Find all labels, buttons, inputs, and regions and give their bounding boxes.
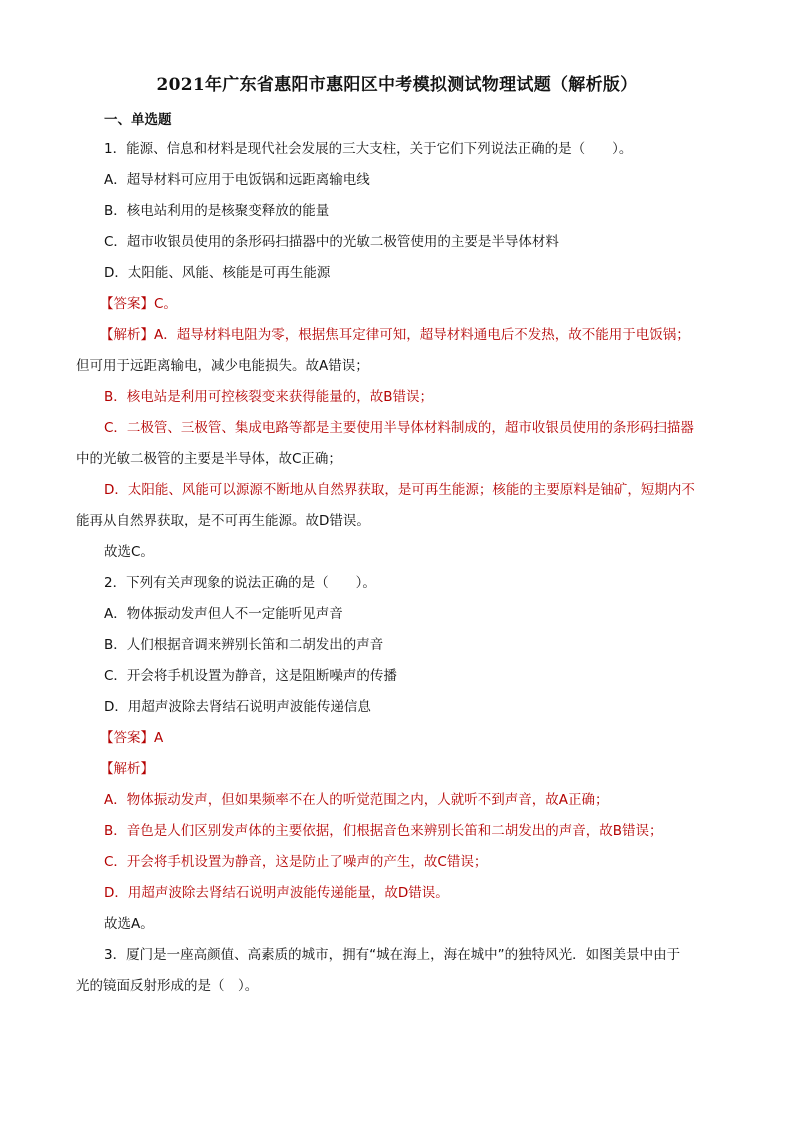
q1-analysis-d-line2: 能再从自然界获取，是不可再生能源。故D错误。: [76, 513, 370, 529]
q1-option-c: C．超市收银员使用的条形码扫描器中的光敏二极管使用的主要是半导体材料: [104, 234, 559, 250]
q2-analysis-c: C．开会将手机设置为静音，这是防止了噪声的产生，故C错误；: [104, 854, 488, 870]
q3-stem-line1: 3．厦门是一座高颜值、高素质的城市，拥有“城在海上，海在城中”的独特风光．如图美景中由于: [104, 947, 681, 963]
q2-analysis-heading: 【解析】: [100, 761, 154, 777]
q1-option-b: B．核电站利用的是核聚变释放的能量: [104, 203, 330, 219]
q2-option-c: C．开会将手机设置为静音，这是阻断噪声的传播: [104, 668, 397, 684]
q1-answer: 【答案】C。: [100, 296, 177, 312]
q2-answer: 【答案】A: [100, 730, 164, 746]
section-heading: 一、单选题: [104, 112, 172, 128]
q1-analysis-c-line1: C．二极管、三极管、集成电路等都是主要使用半导体材料制成的，超市收银员使用的条形码扫描器: [104, 420, 694, 436]
q1-option-a: A．超导材料可应用于电饭锅和远距离输电线: [104, 172, 370, 188]
q2-option-d: D．用超声波除去肾结石说明声波能传递信息: [104, 699, 371, 715]
q2-choose: 故选A。: [104, 916, 154, 932]
q3-stem-line2: 光的镜面反射形成的是（ ）。: [76, 978, 259, 994]
q1-analysis-a-line1: 【解析】A．超导材料电阻为零，根据焦耳定律可知，超导材料通电后不发热，故不能用于电饭锅；: [100, 327, 690, 343]
q1-analysis-d-line1: D．太阳能、风能可以源源不断地从自然界获取，是可再生能源；核能的主要原料是铀矿，短期内不: [104, 482, 695, 498]
q1-analysis-b: B．核电站是利用可控核裂变来获得能量的，故B错误；: [104, 389, 434, 405]
q2-analysis-b: B．音色是人们区别发声体的主要依据，们根据音色来辨别长笛和二胡发出的声音，故B错误；: [104, 823, 663, 839]
q2-stem: 2．下列有关声现象的说法正确的是（ ）。: [104, 575, 376, 591]
q1-option-d: D．太阳能、风能、核能是可再生能源: [104, 265, 331, 281]
q1-choose: 故选C。: [104, 544, 154, 560]
q2-option-a: A．物体振动发声但人不一定能听见声音: [104, 606, 343, 622]
q1-stem: 1．能源、信息和材料是现代社会发展的三大支柱，关于它们下列说法正确的是（ ）。: [104, 141, 633, 157]
document-title: 2021年广东省惠阳市惠阳区中考模拟测试物理试题（解析版）: [156, 75, 638, 95]
q1-analysis-a-line2: 但可用于远距离输电，减少电能损失。故A错误；: [76, 358, 369, 374]
q2-analysis-a: A．物体振动发声，但如果频率不在人的听觉范围之内，人就听不到声音，故A正确；: [104, 792, 609, 808]
q2-option-b: B．人们根据音调来辨别长笛和二胡发出的声音: [104, 637, 384, 653]
q2-analysis-d: D．用超声波除去肾结石说明声波能传递能量，故D错误。: [104, 885, 449, 901]
q1-analysis-c-line2: 中的光敏二极管的主要是半导体，故C正确；: [76, 451, 342, 467]
